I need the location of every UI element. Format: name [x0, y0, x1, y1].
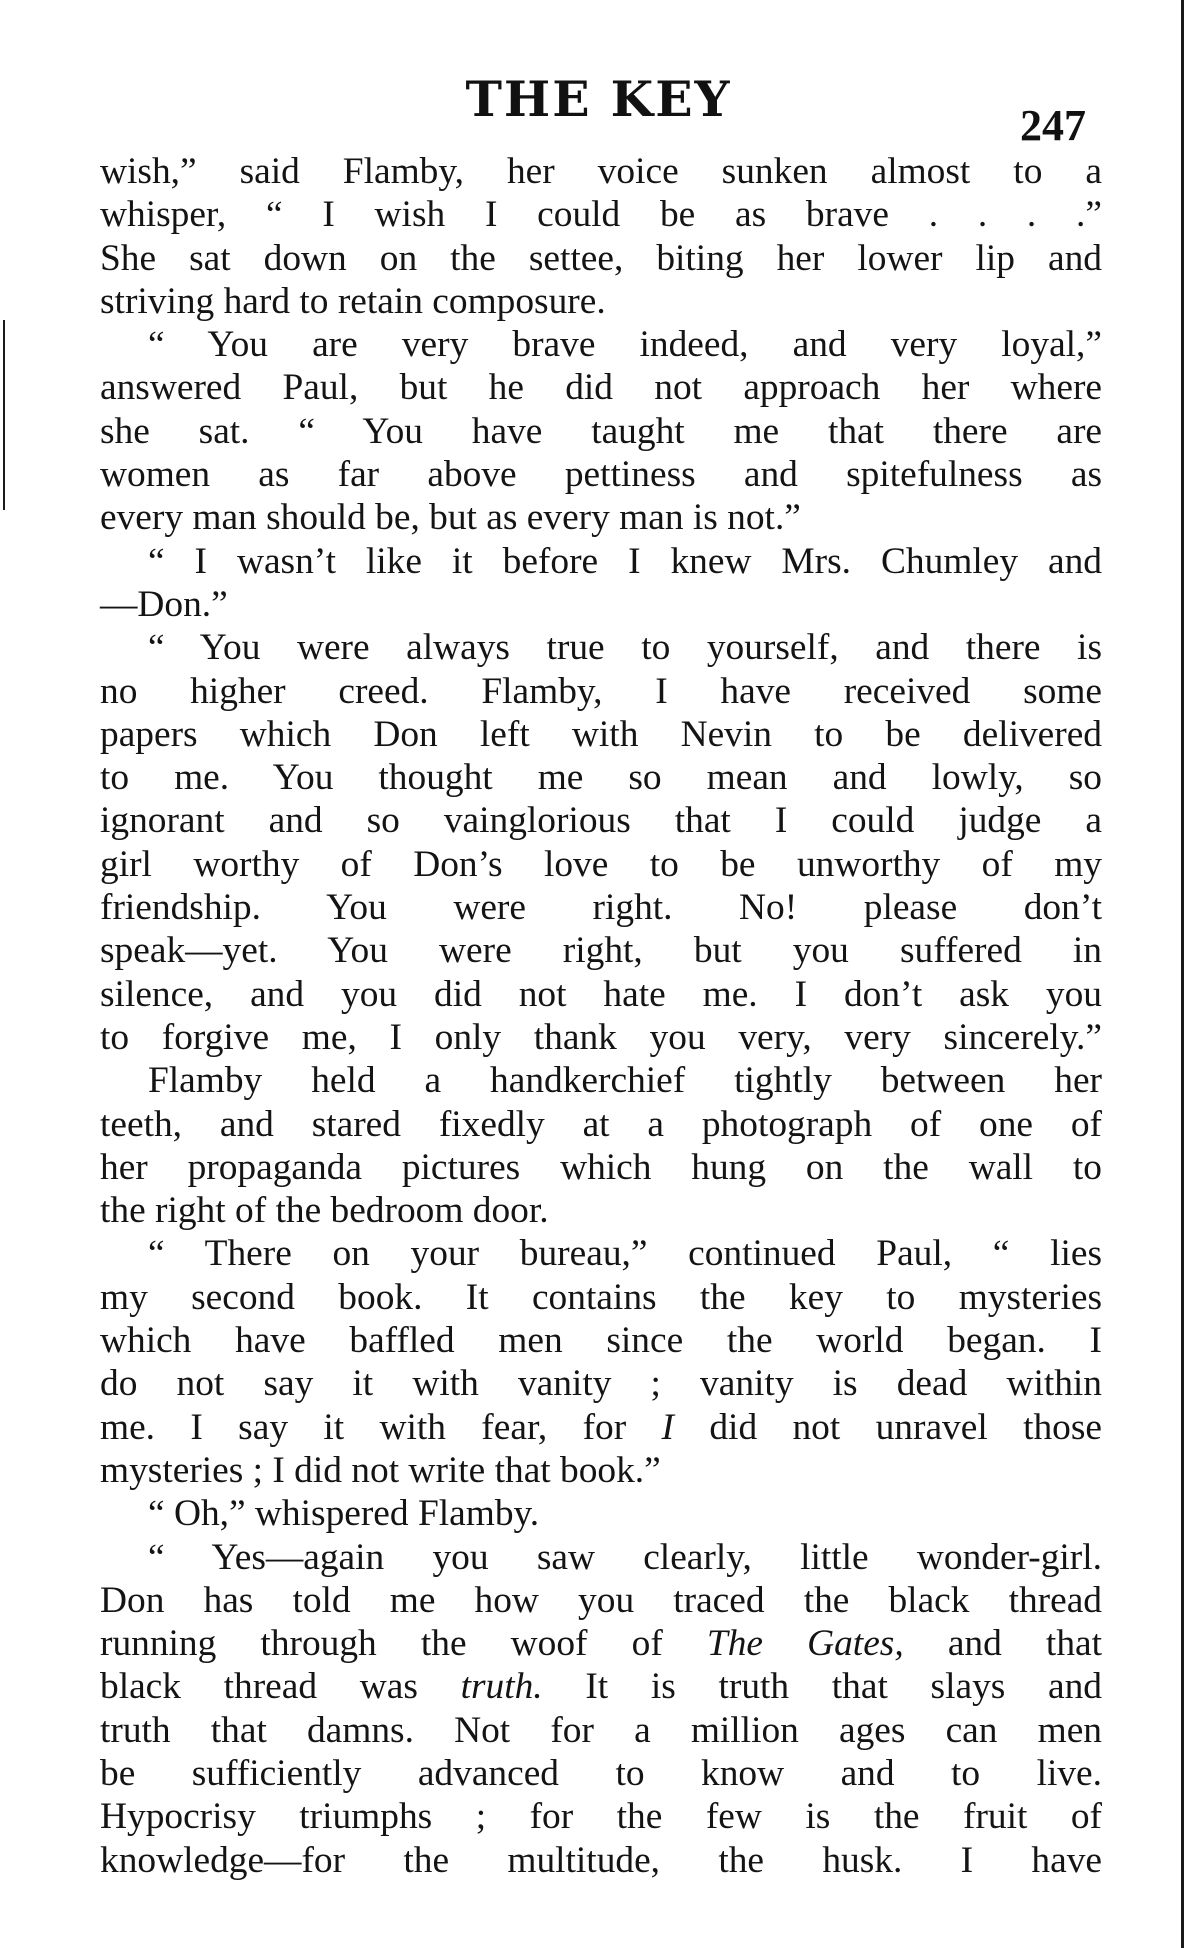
text-line: “ Oh,” whispered Flamby.	[148, 1493, 540, 1535]
text-line: to forgive me, I only thank you very, very sincerely.”	[100, 1016, 1102, 1058]
text-fragment: me. I say it with fear, for	[100, 1406, 627, 1448]
text-line: the right of the bedroom door.	[100, 1190, 549, 1232]
text-line: “ You were always true to yourself, and there is	[148, 627, 1102, 669]
margin-mark	[3, 320, 5, 510]
text-fragment: and that	[947, 1623, 1102, 1665]
text-line: her propaganda pictures which hung on the wall to	[100, 1146, 1102, 1188]
text-line: knowledge—for the multitude, the husk. I have	[100, 1839, 1102, 1881]
italic-word: I	[661, 1406, 674, 1448]
text-line: “ I wasn’t like it before I knew Mrs. Chumley and	[148, 540, 1102, 582]
text-line: “ You are very brave indeed, and very loyal,”	[148, 324, 1102, 366]
text-line: Don has told me how you traced the black thread	[100, 1579, 1102, 1621]
text-line: “ Yes—again you saw clearly, little wonder-girl.	[148, 1536, 1102, 1578]
text-line	[100, 1665, 1102, 1708]
text-line: silence, and you did not hate me. I don’t ask you	[100, 973, 1102, 1015]
italic-word: truth.	[460, 1666, 543, 1708]
text-line: papers which Don left with Nevin to be delivered	[100, 713, 1102, 755]
text-line: Flamby held a handkerchief tightly between her	[148, 1060, 1102, 1102]
text-fragment: did not unravel those	[709, 1406, 1102, 1448]
text-line: which have baffled men since the world began. I	[100, 1320, 1102, 1362]
text-line: ignorant and so vainglorious that I could judge a	[100, 800, 1102, 842]
page-number: 247	[1020, 101, 1086, 150]
text-line	[100, 1406, 1102, 1449]
text-line: do not say it with vanity ; vanity is dead within	[100, 1363, 1102, 1405]
running-head: THE KEY	[465, 70, 732, 128]
text-fragment: black thread was	[100, 1666, 418, 1708]
italic-title: The Gates,	[706, 1623, 904, 1665]
body-text	[100, 150, 1102, 1882]
text-line: “ There on your bureau,” continued Paul, “ lies	[148, 1233, 1102, 1275]
text-line: she sat. “ You have taught me that there are	[100, 410, 1102, 452]
text-line: striving hard to retain composure.	[100, 280, 606, 322]
text-line: girl worthy of Don’s love to be unworthy of my	[100, 843, 1102, 885]
text-line: whisper, “ I wish I could be as brave . . . .”	[100, 194, 1102, 236]
text-line: mysteries ; I did not write that book.”	[100, 1449, 661, 1491]
text-line: —Don.”	[100, 583, 228, 625]
text-line: She sat down on the settee, biting her lower lip and	[100, 237, 1102, 279]
text-line: teeth, and stared fixedly at a photograph of one of	[100, 1103, 1102, 1145]
text-line: speak—yet. You were right, but you suffered in	[100, 930, 1102, 972]
text-line: no higher creed. Flamby, I have received some	[100, 670, 1102, 712]
text-line: wish,” said Flamby, her voice sunken almost to a	[100, 151, 1102, 192]
text-fragment: running through the woof of	[100, 1623, 663, 1665]
text-line: be sufficiently advanced to know and to live.	[100, 1752, 1102, 1794]
page-edge-rule	[1181, 0, 1184, 1948]
text-line: Hypocrisy triumphs ; for the few is the fruit of	[100, 1796, 1102, 1838]
text-fragment: It is truth that slays and	[585, 1666, 1102, 1708]
text-line: truth that damns. Not for a million ages can men	[100, 1709, 1102, 1751]
text-line: my second book. It contains the key to mysteries	[100, 1276, 1102, 1318]
text-line	[100, 1622, 1102, 1665]
text-line: friendship. You were right. No! please don’t	[100, 887, 1102, 929]
text-line: every man should be, but as every man is not.”	[100, 497, 801, 539]
text-line: women as far above pettiness and spitefulness as	[100, 454, 1102, 496]
text-line: to me. You thought me so mean and lowly, so	[100, 757, 1102, 799]
text-line: answered Paul, but he did not approach her where	[100, 367, 1102, 409]
